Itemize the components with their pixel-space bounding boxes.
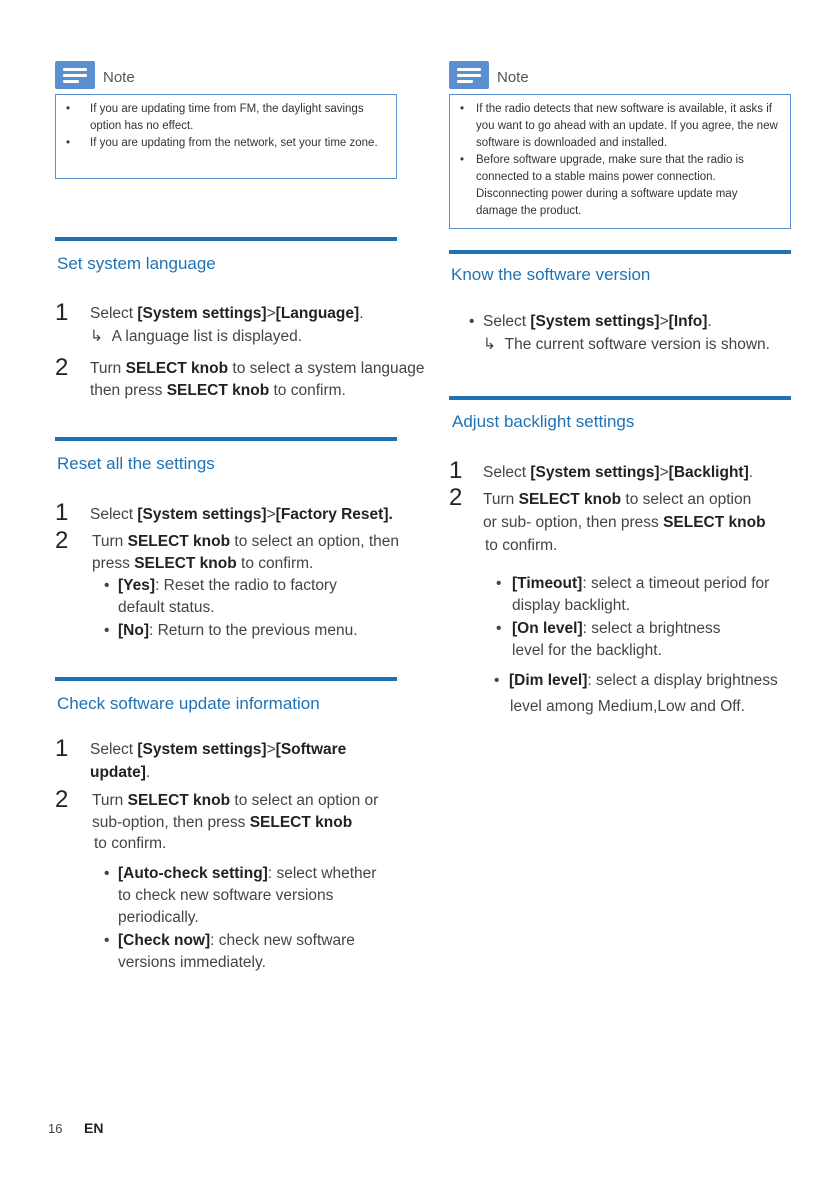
step-number: 1 (55, 299, 69, 326)
page-number: 16 (48, 1121, 63, 1136)
option-text: [Yes]: Reset the radio to factory (118, 577, 337, 594)
note-title: Note (497, 69, 529, 86)
section-title: Know the software version (451, 265, 651, 284)
option-text: to check new software versions (118, 887, 334, 904)
section-rule (449, 250, 791, 254)
step-text: Turn SELECT knob to select an option (483, 491, 752, 508)
note-box (55, 94, 397, 179)
note-icon (55, 61, 95, 89)
option-item: • (104, 577, 110, 594)
option-item: • (104, 932, 110, 949)
section-title: Check software update information (57, 694, 320, 713)
option-text: level for the backlight. (512, 642, 662, 659)
option-text: [On level]: select a brightness (512, 620, 721, 637)
step-text: Select [System settings]>[Factory Reset]. (90, 506, 393, 523)
option-text: [Dim level]: select a display brightness (509, 672, 778, 689)
step-text: Select [System settings]>[Software (90, 741, 347, 758)
step-number: 1 (55, 735, 69, 762)
arrow-icon: ↳ (90, 328, 103, 345)
note-item: • If the radio detects that new software is available, it asks if you want to go ahead with an update. If you agree, the new software is downloaded and installed. (474, 101, 782, 152)
note-item: • Before software upgrade, make sure that the radio is connected to a stable mains power connection. Disconnecting power during a software update may damage the product. (474, 152, 782, 220)
option-text: periodically. (118, 909, 199, 926)
step-number: 2 (449, 484, 463, 511)
step-number: 1 (55, 499, 69, 526)
step-text: then press SELECT knob to confirm. (90, 382, 346, 399)
option-text: [No]: Return to the previous menu. (118, 622, 358, 639)
option-item: • (469, 313, 475, 330)
option-text: display backlight. (512, 597, 631, 614)
option-text: default status. (118, 599, 215, 616)
section-title: Adjust backlight settings (452, 412, 635, 431)
step-text: Turn SELECT knob to select an option, then (92, 533, 399, 550)
option-text: versions immediately. (118, 954, 266, 971)
option-item: • (494, 672, 500, 689)
step-number: 2 (55, 354, 69, 381)
step-result: ↳ The current software version is shown. (483, 336, 770, 353)
step-number: 2 (55, 786, 69, 813)
option-item: • (496, 620, 502, 637)
note-item: • If you are updating time from FM, the daylight savings option has no effect. (80, 101, 388, 135)
section-rule (55, 237, 397, 241)
step-text: Turn SELECT knob to select a system language (90, 360, 425, 377)
step-number: 1 (449, 457, 463, 484)
section-rule (55, 677, 397, 681)
arrow-icon: ↳ (483, 336, 496, 353)
step-text: Turn SELECT knob to select an option or (92, 792, 379, 809)
step-text: press SELECT knob to confirm. (92, 555, 314, 572)
note-icon (449, 61, 489, 89)
step-text: update]. (90, 764, 151, 781)
option-item: • (104, 622, 110, 639)
step-text: to confirm. (485, 537, 558, 554)
step-text: sub-option, then press SELECT knob (92, 814, 353, 831)
step-text: Select [System settings]>[Language]. (90, 305, 364, 322)
option-item: • (496, 575, 502, 592)
note-title: Note (103, 69, 135, 86)
step-result: ↳ A language list is displayed. (90, 328, 303, 345)
section-rule (449, 396, 791, 400)
step-text: Select [System settings]>[Backlight]. (483, 464, 754, 481)
section-title: Reset all the settings (57, 454, 215, 473)
step-text: Select [System settings]>[Info]. (483, 313, 712, 330)
step-number: 2 (55, 527, 69, 554)
step-text: or sub- option, then press SELECT knob (483, 514, 766, 531)
option-text: level among Medium,Low and Off. (510, 698, 745, 715)
option-text: [Auto-check setting]: select whether (118, 865, 377, 882)
language-code: EN (84, 1120, 104, 1136)
note-item: • If you are updating from the network, set your time zone. (80, 135, 388, 152)
step-text: to confirm. (94, 835, 167, 852)
option-text: [Check now]: check new software (118, 932, 355, 949)
section-title: Set system language (57, 254, 216, 273)
note-box (449, 94, 791, 229)
option-text: [Timeout]: select a timeout period for (512, 575, 770, 592)
section-rule (55, 437, 397, 441)
option-item: • (104, 865, 110, 882)
